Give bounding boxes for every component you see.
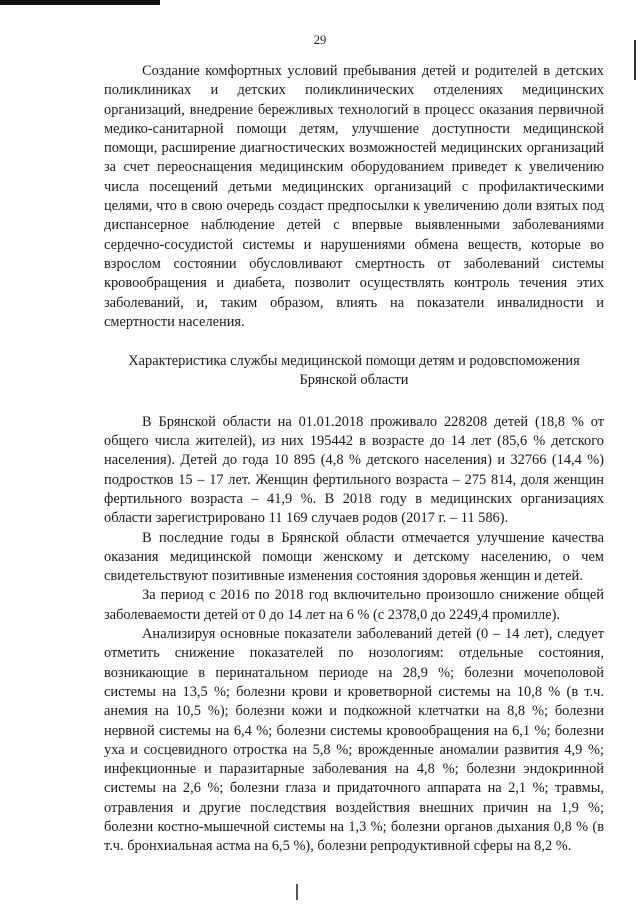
section-heading-line: Брянской области bbox=[299, 372, 409, 389]
scan-edge-mark bbox=[0, 0, 160, 5]
intro-paragraph: Создание комфортных условий пребывания детей и родителей в детских поликлиниках и детских поликлинических отделениях медицинских организаций, внедрение бережливых технологий в процесс оказания первичной медико-санитарной помощи детям, улучшение доступности медицинской помощи, расширение диагностических возможностей медицинских организаций за счет переоснащения медицинским оборудованием приведет к увеличению числа посещений детьми медицинских организаций с профилактическими целями, что в свою очередь создаст предпосылки к увеличению доли взятых под диспансерное наблюдение детей с впервые выявленными заболеваниями сердечно-сосудистой системы и нарушениями обмена веществ, которые во взрослом состоянии обусловливают смертность от заболеваний системы кровообращения и диабета, позволит осуществлять контроль течения этих заболеваний, и, таким образом, влиять на показатели инвалидности и смертности населения. bbox=[104, 63, 604, 330]
paragraph-quality: В последние годы в Брянской области отмечается улучшение качества оказания медицинской помощи женскому и детскому населению, о чем свидетельствуют позитивные изменения состояния здоровья женщин и детей. bbox=[104, 529, 604, 585]
paragraph-morbidity: За период с 2016 по 2018 год включительно произошло снижение общей заболеваемости детей от 0 до 14 лет на 6 % (с 2378,0 до 2249,4 промилле). bbox=[104, 587, 604, 623]
scan-edge-mark bbox=[296, 884, 298, 900]
paragraph-population: В Брянской области на 01.01.2018 проживало 228208 детей (18,8 % от общего числа жителей), из них 195442 в возрасте до 14 лет (85,6 % детского населения). Детей до года 10 895 (4,8 % детского населения) и 32766 (14,4 %) подростков 15 – 17 лет. Женщин фертильного возраста – 275 814, доля женщин фертильного возраста – 41,9 %. В 2018 году в медицинских организациях области зарегистрировано 11 169 случаев родов (2017 г. – 11 586). bbox=[104, 413, 604, 527]
section-heading bbox=[104, 352, 604, 391]
section-heading-line: Характеристика службы медицинской помощи детям и родовспоможения bbox=[128, 353, 580, 370]
page-number: 29 bbox=[313, 33, 327, 47]
paragraph-nosology: Анализируя основные показатели заболеваний детей (0 – 14 лет), следует отметить снижение показателей по нозологиям: отдельные состояния, возникающие в перинатальном периоде на 28,9 %; болезни мочеполовой системы на 13,5 %; болезни крови и кроветворной системы на 10,8 % (в т.ч. анемия на 10,5 %); болезни кожи и подкожной клетчатки на 8,8 %; болезни нервной системы на 6,4 %; болезни системы кровообращения на 6,1 %; болезни уха и сосцевидного отростка на 5,8 %; врожденные аномалии развития 4,9 %; инфекционные и паразитарные заболевания на 4,8 %; болезни эндокринной системы на 2,6 %; болезни глаза и придаточного аппарата на 2,1 %; травмы, отравления и другие последствия воздействия внешних причин на 1,9 %; болезни костно-мышечной системы на 1,3 %; болезни органов дыхания 0,8 % (в т.ч. бронхиальная астма на 6,5 %), болезни репродуктивной сферы на 8,2 %. bbox=[104, 626, 604, 855]
document-body bbox=[104, 62, 604, 857]
